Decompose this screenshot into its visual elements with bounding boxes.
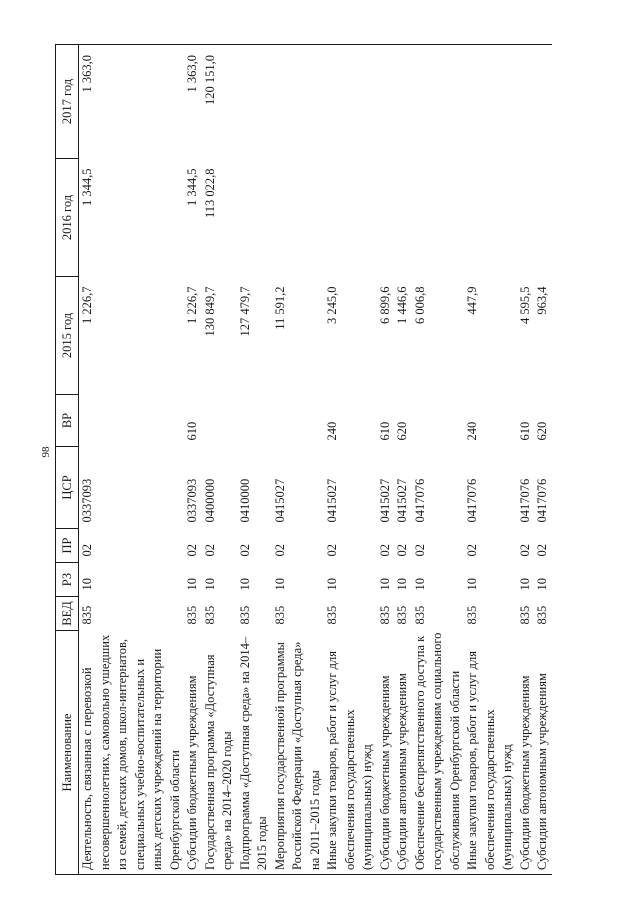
cell-csr: 0415027 <box>325 478 339 523</box>
table-row <box>534 45 552 875</box>
cell-pr: 02 <box>517 544 532 557</box>
cell-csr: 0417076 <box>412 478 427 523</box>
cell-ved: 835 <box>272 605 287 625</box>
table-body <box>79 45 552 875</box>
cell-2015: 1 226,7 <box>80 286 94 324</box>
cell-2016 <box>517 159 535 277</box>
col-2017-header: 2017 год <box>56 45 79 159</box>
cell-csr: 0415027 <box>377 478 392 523</box>
col-vr-header: ВР <box>56 395 79 447</box>
cell-2015: 6 899,6 <box>377 286 392 324</box>
table-row <box>237 45 272 875</box>
cell-2017 <box>324 45 377 159</box>
cell-pr: 02 <box>272 544 287 557</box>
cell-2016: 113 022,8 <box>202 168 217 219</box>
cell-rz: 10 <box>272 578 287 591</box>
cell-rz: 10 <box>80 578 94 591</box>
cell-ved: 835 <box>377 605 392 625</box>
cell-rz: 10 <box>377 578 392 591</box>
cell-name: Деятельность, связанная с перевозкой несовершеннолетних, самовольно ушедших из семей, детских домов, школ-интернатов, специальных учебно-воспитательных и иных детских учреждений на территории Оренбургской области <box>79 631 185 875</box>
cell-2017 <box>534 45 552 159</box>
col-pr-header: ПР <box>56 529 79 563</box>
cell-2016 <box>412 159 465 277</box>
cell-rz: 10 <box>535 578 549 591</box>
cell-csr: 0410000 <box>237 478 252 523</box>
cell-2016: 1 344,5 <box>80 168 94 206</box>
cell-2015: 1 446,6 <box>395 286 409 324</box>
cell-2017 <box>517 45 535 159</box>
table-row <box>377 45 395 875</box>
cell-rz: 10 <box>465 578 479 591</box>
table-row <box>202 45 237 875</box>
cell-csr: 0400000 <box>202 478 217 523</box>
cell-2016 <box>534 159 552 277</box>
cell-csr: 0415027 <box>272 478 287 523</box>
cell-rz: 10 <box>185 578 199 591</box>
col-2015-header: 2015 год <box>56 277 79 395</box>
cell-2017 <box>377 45 395 159</box>
cell-pr: 02 <box>325 544 339 557</box>
cell-rz: 10 <box>412 578 427 591</box>
cell-vr <box>412 395 465 447</box>
cell-2015: 130 849,7 <box>202 286 217 337</box>
cell-name: Иные закупки товаров, работ и услуг для обеспечения государственных (муниципальных) нужд <box>324 631 377 875</box>
cell-csr: 0415027 <box>395 478 409 523</box>
cell-2015: 447,9 <box>465 286 479 315</box>
cell-2016 <box>464 159 517 277</box>
table-row <box>324 45 377 875</box>
table-row <box>79 45 185 875</box>
cell-ved: 835 <box>202 605 217 625</box>
cell-2017 <box>237 45 272 159</box>
cell-name: Подпрограмма «Доступная среда» на 2014–2015 годы <box>237 631 272 875</box>
cell-csr: 0337093 <box>185 478 199 523</box>
cell-name: Субсидии автономным учреждениям <box>534 631 552 875</box>
cell-2015: 11 591,2 <box>272 286 287 330</box>
cell-ved: 835 <box>535 605 549 625</box>
table-row <box>184 45 202 875</box>
cell-vr: 620 <box>395 421 409 441</box>
cell-2016 <box>272 159 325 277</box>
cell-pr: 02 <box>377 544 392 557</box>
cell-rz: 10 <box>237 578 252 591</box>
cell-2015: 1 226,7 <box>185 286 199 324</box>
cell-2017: 1 363,0 <box>184 45 202 159</box>
table-row <box>517 45 535 875</box>
cell-name: Обеспечение беспрепятственного доступа к государственным учреждениям социального обслуживания Оренбургской области <box>412 631 465 875</box>
cell-2016 <box>394 159 412 277</box>
cell-2016: 1 344,5 <box>185 168 199 206</box>
cell-name: Субсидии бюджетным учреждениям <box>377 631 395 875</box>
cell-ved: 835 <box>395 605 409 625</box>
cell-2017 <box>464 45 517 159</box>
cell-rz: 10 <box>325 578 339 591</box>
cell-ved: 835 <box>465 605 479 625</box>
cell-2015: 3 245,0 <box>325 286 339 324</box>
table-row <box>394 45 412 875</box>
cell-pr: 02 <box>412 544 427 557</box>
cell-csr: 0337093 <box>80 478 94 523</box>
cell-name: Мероприятия государственной программы Российской Федерации «Доступная среда» на 2011–2015 годы <box>272 631 325 875</box>
cell-name: Субсидии бюджетным учреждениям <box>184 631 202 875</box>
cell-pr: 02 <box>535 544 549 557</box>
cell-vr <box>202 395 237 447</box>
table-header <box>56 45 79 875</box>
cell-2017: 120 151,0 <box>202 45 237 159</box>
cell-ved: 835 <box>412 605 427 625</box>
budget-table <box>55 44 552 875</box>
page-number: 98 <box>40 446 52 458</box>
cell-vr: 240 <box>325 421 339 441</box>
cell-name: Субсидии автономным учреждениям <box>394 631 412 875</box>
cell-pr: 02 <box>237 544 252 557</box>
cell-pr: 02 <box>465 544 479 557</box>
cell-name: Иные закупки товаров, работ и услуг для обеспечения государственных (муниципальных) нужд <box>464 631 517 875</box>
cell-2017: 1 363,0 <box>79 45 185 159</box>
cell-vr: 620 <box>535 421 549 441</box>
cell-ved: 835 <box>185 605 199 625</box>
cell-pr: 02 <box>395 544 409 557</box>
cell-ved: 835 <box>80 605 94 625</box>
cell-pr: 02 <box>202 544 217 557</box>
cell-vr: 610 <box>185 421 199 441</box>
col-rz-header: РЗ <box>56 563 79 597</box>
cell-ved: 835 <box>237 605 252 625</box>
cell-name: Субсидии бюджетным учреждениям <box>517 631 535 875</box>
cell-vr <box>272 395 325 447</box>
col-csr-header: ЦСР <box>56 447 79 529</box>
cell-2016 <box>237 159 272 277</box>
cell-2017 <box>272 45 325 159</box>
cell-name: Государственная программа «Доступная среда» на 2014–2020 годы <box>202 631 237 875</box>
col-ved-header: ВЕД <box>56 597 79 631</box>
rotated-page <box>55 45 605 875</box>
cell-2017 <box>412 45 465 159</box>
cell-2016 <box>377 159 395 277</box>
cell-2017 <box>394 45 412 159</box>
cell-2015: 4 595,5 <box>517 286 532 324</box>
cell-pr: 02 <box>185 544 199 557</box>
cell-pr: 02 <box>80 544 94 557</box>
cell-csr: 0417076 <box>535 478 549 523</box>
cell-2016 <box>324 159 377 277</box>
cell-csr: 0417076 <box>517 478 532 523</box>
cell-vr <box>79 395 185 447</box>
cell-vr: 610 <box>377 421 392 441</box>
cell-vr <box>237 395 272 447</box>
cell-vr: 240 <box>465 421 479 441</box>
cell-vr: 610 <box>517 421 532 441</box>
table-row <box>412 45 465 875</box>
col-2016-header: 2016 год <box>56 159 79 277</box>
cell-rz: 10 <box>202 578 217 591</box>
cell-rz: 10 <box>395 578 409 591</box>
cell-csr: 0417076 <box>465 478 479 523</box>
cell-ved: 835 <box>517 605 532 625</box>
table-row <box>272 45 325 875</box>
col-name-header: Наименование <box>56 631 79 875</box>
cell-2015: 6 006,8 <box>412 286 427 324</box>
cell-rz: 10 <box>517 578 532 591</box>
cell-ved: 835 <box>325 605 339 625</box>
cell-2015: 963,4 <box>535 286 549 315</box>
table-row <box>464 45 517 875</box>
cell-2015: 127 479,7 <box>237 286 252 337</box>
